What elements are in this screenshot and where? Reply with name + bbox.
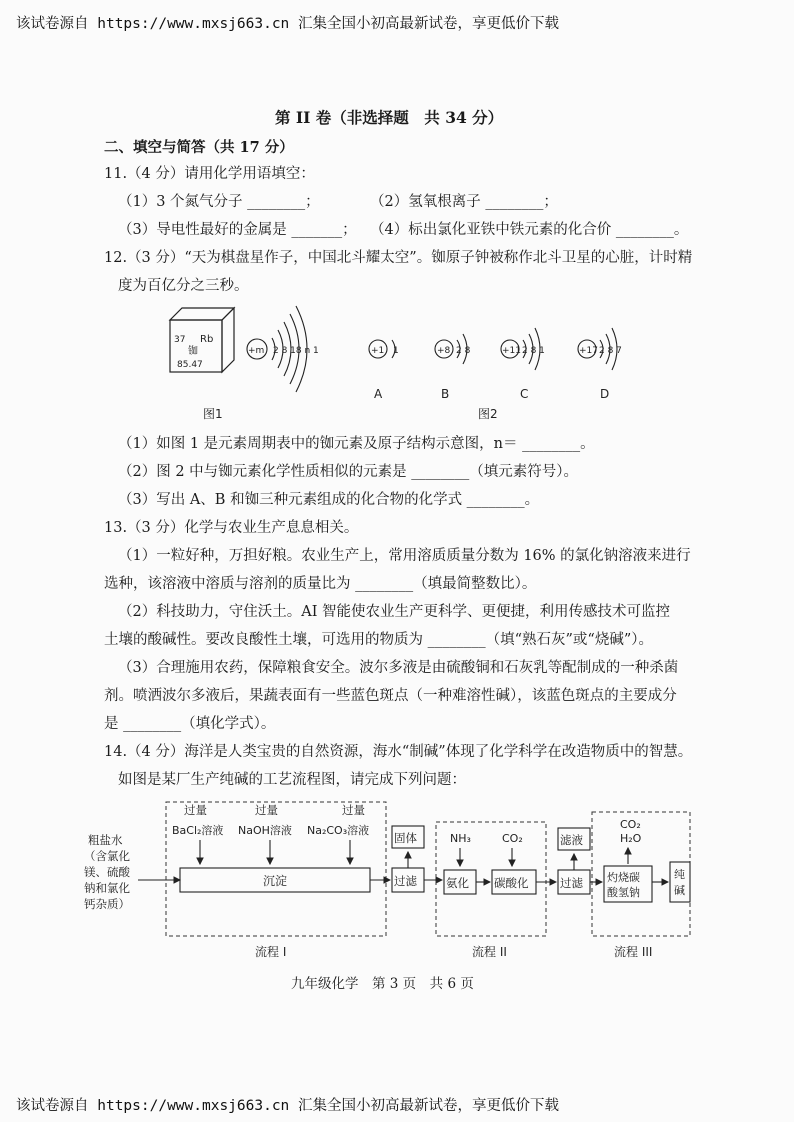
- rb-nucleus: +m: [248, 346, 265, 356]
- figure1-caption: 图1: [203, 407, 223, 421]
- q12-part1: （1）如图 1 是元素周期表中的铷元素及原子结构示意图，n＝ ________。: [118, 436, 595, 452]
- q12-part2: （2）图 2 中与铷元素化学性质相似的元素是 ________（填元素符号）。: [118, 464, 579, 480]
- q13-part3-line3: 是 ________（填化学式）。: [104, 716, 276, 732]
- stage3-label: 流程 III: [614, 945, 653, 959]
- product-label-2: 碱: [674, 884, 685, 897]
- atom-B-label: B: [441, 387, 450, 401]
- svg-text:1: 1: [393, 346, 399, 356]
- q12-figures: [160, 298, 660, 430]
- filter-label-2: 过滤: [560, 876, 583, 890]
- precipitation-label: 沉淀: [263, 874, 288, 888]
- q11-part1: （1）3 个氮气分子 ________；: [118, 194, 320, 210]
- q13-stem: 13.（3 分）化学与农业生产息息相关。: [104, 520, 359, 536]
- q11-part3: （3）导电性最好的金属是 _______；: [118, 222, 357, 238]
- excess-label-3: 过量: [342, 803, 365, 817]
- reagent-naoh: NaOH溶液: [238, 824, 292, 837]
- atom-A: [369, 340, 399, 401]
- svg-text:粗盐水: 粗盐水: [88, 833, 123, 847]
- q12-stem-line1: 12.（3 分）“天为棋盘星作子，中国北斗耀太空”。铷原子钟被称作北斗卫星的心脏，计时精: [104, 250, 693, 266]
- svg-text:+17: +17: [579, 346, 598, 356]
- atom-D-label: D: [600, 387, 610, 401]
- rubidium-atom-diagram: [247, 306, 319, 392]
- svg-text:2 8: 2 8: [456, 346, 471, 356]
- svg-text:+8: +8: [437, 346, 451, 356]
- q13-part3-line1: （3）合理施用农药，保障粮食安全。波尔多液是由硫酸铜和石灰乳等配制成的一种杀菌: [118, 660, 679, 676]
- q13-part3-line2: 剂。喷洒波尔多液后，果蔬表面有一些蓝色斑点（一种难溶性碱），该蓝色斑点的主要成分: [104, 688, 677, 704]
- rubidium-element-tile: [170, 308, 234, 372]
- ammoniation-label: 氨化: [446, 876, 469, 890]
- svg-text:钠和氯化: 钠和氯化: [84, 881, 130, 895]
- calcination-label-2: 酸氢钠: [607, 886, 640, 899]
- q14-stem-line1: 14.（4 分）海洋是人类宝贵的自然资源，海水“制碱”体现了化学科学在改造物质中的智慧。: [104, 744, 693, 760]
- q13-part2-line2: 土壤的酸碱性。要改良酸性土壤，可选用的物质为 ________（填“熟石灰”或“烧碱”）。: [104, 632, 654, 648]
- q11-stem: 11.（4 分）请用化学用语填空：: [104, 166, 315, 182]
- stage2-label: 流程 II: [472, 945, 507, 959]
- atom-C: [501, 328, 545, 401]
- q13-part1-line2: 选种，该溶液中溶质与溶剂的质量比为 ________（填最简整数比）。: [104, 576, 537, 592]
- q11-part2: （2）氢氧根离子 ________；: [370, 194, 558, 210]
- atom-A-label: A: [374, 387, 383, 401]
- source-banner-top: 该试卷源自 https://www.mxsj663.cn 汇集全国小初高最新试卷，享更低价下载: [16, 16, 560, 32]
- reagent-bacl2: BaCl₂溶液: [172, 824, 224, 837]
- source-banner-bottom: 该试卷源自 https://www.mxsj663.cn 汇集全国小初高最新试卷，享更低价下载: [16, 1098, 560, 1114]
- filtrate-label: 滤液: [560, 833, 583, 847]
- part-title: 第 II 卷（非选择题 共 34 分）: [275, 108, 504, 127]
- atom-D: [578, 328, 622, 401]
- svg-text:（含氯化: （含氯化: [84, 849, 130, 863]
- q14-stem-line2: 如图是某厂生产纯碱的工艺流程图，请完成下列问题：: [118, 772, 466, 788]
- element-symbol: Rb: [200, 334, 214, 345]
- co2-label: CO₂: [502, 832, 523, 845]
- q12-part3: （3）写出 A、B 和铷三种元素组成的化合物的化学式 ________。: [118, 492, 540, 508]
- element-name: 铷: [188, 346, 198, 357]
- svg-text:+11: +11: [502, 346, 521, 356]
- atomic-mass: 85.47: [177, 360, 203, 370]
- atom-B: [435, 334, 471, 401]
- q11-part4: （4）标出氯化亚铁中铁元素的化合价 ________。: [370, 222, 689, 238]
- filter-label-1: 过滤: [394, 874, 417, 888]
- svg-text:2 8 1: 2 8 1: [522, 346, 545, 356]
- out-co2-label: CO₂: [620, 818, 641, 831]
- q13-part1-line1: （1）一粒好种，万担好粮。农业生产上，常用溶质质量分数为 16% 的氯化钠溶液来进行: [118, 548, 691, 564]
- stage1-label: 流程 I: [255, 945, 287, 959]
- raw-brine-label: [84, 833, 130, 911]
- q13-part2-line1: （2）科技助力，守住沃土。AI 智能使农业生产更科学、更便捷，利用传感技术可监控: [118, 604, 671, 620]
- product-label-1: 纯: [674, 868, 685, 881]
- page-footer: 九年级化学 第 3 页 共 6 页: [291, 976, 474, 992]
- solid-label: 固体: [394, 831, 417, 845]
- figure2-caption: 图2: [478, 407, 498, 421]
- atomic-number: 37: [174, 335, 186, 345]
- calcination-label-1: 灼烧碳: [607, 871, 640, 884]
- svg-text:钙杂质）: 钙杂质）: [84, 897, 130, 911]
- rb-shell-electrons: 2 8 18 n 1: [273, 346, 319, 356]
- atom-C-label: C: [520, 387, 529, 401]
- svg-text:+1: +1: [371, 346, 385, 356]
- svg-text:镁、硫酸: 镁、硫酸: [84, 865, 130, 879]
- section-heading: 二、填空与简答（共 17 分）: [104, 139, 294, 156]
- stage1-box: [166, 802, 386, 936]
- q12-stem-line2: 度为百亿分之三秒。: [118, 278, 249, 294]
- excess-label-1: 过量: [184, 803, 207, 817]
- svg-text:2 8 7: 2 8 7: [599, 346, 622, 356]
- nh3-label: NH₃: [450, 832, 471, 845]
- out-h2o-label: H₂O: [620, 832, 642, 845]
- carbonation-label: 碳酸化: [494, 876, 529, 890]
- excess-label-2: 过量: [255, 803, 278, 817]
- soda-ash-process-flowchart: [80, 796, 720, 968]
- reagent-na2co3: Na₂CO₃溶液: [307, 824, 370, 837]
